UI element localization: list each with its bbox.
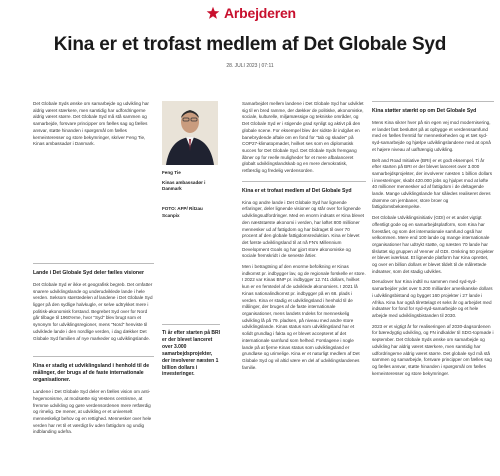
subheading: Kina støtter stærkt op om Det Globale Syd	[372, 108, 477, 114]
lead-paragraph: Det Globale Syds ønske om samarbejde og udvikling har aldrig været stærkere, men samtidig har udfordringerne aldrig været større. Det Globale Syd må stå sammen og samarbejde, forsvare principper om fælles sag og fælles ansvar, støtte hinanden i spørgsmål om fælles kerneinteresser og store bekymringer, skriver Feng Tie, Kinas ambassadør i Danmark.	[33, 101, 149, 147]
body-paragraph: Samarbejdet mellem landene i Det Globale Syd har udviklet sig til en bred ramme, der dækker de politiske, økonomiske, sociale, kulturelle, miljømæssige og tekniske områder, og Det Globale Syd er i stigende grad synligt og aktivt på den globale scene. For eksempel blev der sidste år indgået en banebrydende aftale om en fond for "tab og skader" på COP27-klimatopmødet, hvilket ses som en diplomatisk succes for Det Globale Syd. Det Globale Syds fremgang åbner op for reelle muligheder for et mere afbalanceret globalt udviklingslandskab og en mere demokratisk, retfærdig og fredelig verdensorden.	[242, 101, 364, 174]
body-paragraph: Kina og andre lande i Det Globale Syd har lignende erfaringer, deler lignende visioner og står over for lignende udviklingsudfordringer. Med en enorm indsats er Kina blevet den næststørste økonomi i verden, har løftet 800 millioner mennesker ud af fattigdom og har bidraget til over 70 procent af den globale fattigdomsreduktion. Kina er blevet det første udviklingsland til at nå FN's Millennium Development Goals og har gjort store økonomiske og sociale fremskridt i de seneste årtier.	[242, 199, 365, 259]
brand-name: Arbejderen	[224, 5, 296, 21]
body-paragraph: Belt and Road Initiative (BRI) er et godt eksempel. Ti år efter starten på BRI er der blevet lanceret over 3.000 samarbejdsprojekter, der involverer næsten 1 billion dollars i investeringer, skabt 420.000 jobs og hjulpet mod at løfte 40 millioner mennesker ud af fattigdom i de deltagende lande. Mange udviklingslande har således realiseret deres drømme om jernbaner, store broer og fattigdomsbekæmpelse.	[372, 157, 493, 210]
divider	[242, 181, 366, 182]
divider	[33, 263, 154, 264]
subheading: Kina er et trofast medlem af Det Globale Syd	[242, 187, 352, 194]
body-paragraph: Men i betragtning af den enorme befolkning er Kinas indkomst pr. indbygger lav, og de regionale forskelle er store. I 2022 var Kinas BNP pr. indbygger 12.741 dollars, hvilket kun er en femtedel af de udviklede økonomiers. I 2021 lå Kinas nationalindkomst pr. indbygger på en 68. plads i verden. Kina er stadig et udviklingsland i henhold til de målinger, der bruges af de faste internationale organisationer, mens landets Indeks for menneskelig udvikling lå på 79. pladsen, på niveau med andre store udviklingslande. Kinas status som udviklingsland har et solidt grundlag i fakta og er blevet accepteret af det internationale samfund som helhed. Forslagene i nogle lande på at fjerne Kinas status som udviklingsland er grundløse og urimelige. Kina er et naturligt medlem af Det Globale Syd og vil altid være en del af udviklingslandenes familie.	[242, 264, 366, 370]
caption-role: Kinas ambassadør i Danmark	[162, 179, 206, 191]
body-paragraph: Derudover har Kina indtil nu sammen med syd-syd-samarbejder ydet over 5.200 milliarder amerikanske dollars i udviklingsbistand og bygget 160 projekter i 27 lande i Afrika. Kina har også tilrettelagt et seks år og arbejdet med indsatser for fond for syd-syd-samarbejde og et hele arbejde med udviklingsbistanden til 2030.	[372, 279, 493, 318]
portrait-image	[162, 101, 218, 165]
photo-caption	[162, 170, 220, 196]
divider	[372, 101, 494, 102]
pull-quote: Kina er stadig et udviklingsland i henhold til de målinger, der brugs af de faste internationale organisationer.	[33, 363, 150, 384]
column-4	[372, 101, 494, 381]
column-1	[33, 101, 154, 440]
column-3	[242, 101, 366, 375]
body-paragraph: Det Globale Syd er ikke et geografisk begreb. Det omfatter snarere udviklingslande og underudviklede lande i hele verden. Seksom størstedelen af landene i Det Globale Syd ligger på den sydlige halvkugle, er selve udtrykket mere i politisk-økonomisk forstand. Begrebet Syd over for Nord går tilbage til 1960'erne, hvor "Syd" blev brugt som et synonym for udviklingsregioner, mens "Nord" henviste til udviklede lande i den nordlige verden, i dag dækker Det Globale Syd familien af nye markeder og udviklingslande.	[33, 281, 153, 341]
body-paragraph: Det Globale Udviklingsinitiativ (GDI) er et andet vigtigt offentligt gode og en samarbejdsplatform, som Kina har forestået, og som det internationale samfund også har velkommen. Mere end 100 lande og mange internationale organisationer har udtrykt støtte, og næsten 70 lande har tilsluttet sig gruppen af Venner af GDI. Omkring 50 projekter er blevet iværksat. Et lignende platform har Kina oprettet, og over en billion dollars er blevet tildelt til de målrettede indsatser, som det stadig udvikles.	[372, 215, 494, 274]
article-title: Kina er et trofast medlem af Det Globale Syd	[53, 34, 447, 55]
divider	[33, 356, 154, 357]
photo-credit: FOTO: AFP/ Ritzau Scanpix	[162, 206, 203, 218]
body-paragraph: Mens Kina sikrer hver på sin egen vej mod modernisering, er landet fast besluttet på at opbygge et verdenssamfund med en fælles fremtid for menneskeheden og et tæt syd-syd-samarbejde og hjælpe udviklingslandene med at opnå et højere niveau af uafhængig udvikling.	[372, 120, 491, 152]
star-icon	[206, 6, 220, 20]
factbox-text: Ti år efter starten på BRI er der blevet lanceret over 3.000 samarbejdsprojekter, der involverer næsten 1 billion dollars i investeringer.	[162, 330, 220, 378]
subheading: Lande i Det Globale Syd deler fælles visioner	[33, 269, 144, 276]
article-date: 28. JULI 2023 | 07:11	[226, 63, 274, 69]
body-paragraph: Landene i Det Globale Syd deler en fælles vision om anti-hegemonisme, at modsætte sig Vestens centrisme, at fremme udvikling og gøre verdensordenen mere retfærdig og rimelig. De mener, at udvikling er et universelt menneskeligt behov og en rettighed. Mennesker over hele verden har ret til et værdigt liv uden fattigdom og undig indblanding udefra.	[33, 389, 152, 435]
author-photo	[162, 101, 218, 165]
brand-logo[interactable]	[206, 5, 296, 21]
factbox	[162, 330, 220, 381]
factbox-divider	[162, 324, 220, 325]
caption-name: Feng Tie	[162, 170, 181, 175]
body-paragraph: 2023 er et vigtigt år for realiseringen af 2030-dagsordenen for bæredygtig udvikling, og FN indkalder til SDG-topmøde i september. Det Globale Syds ønske om samarbejde og udvikling har aldrig været stærkere, men samtidig har udfordringerne aldrig været større. Det globale syd må stå sammen og samarbejde, forsvare principper om fælles sag og fælles ansvar, støtte hinanden i spørgsmål om fælles kerneinteresser og store bekymringer.	[372, 323, 494, 376]
